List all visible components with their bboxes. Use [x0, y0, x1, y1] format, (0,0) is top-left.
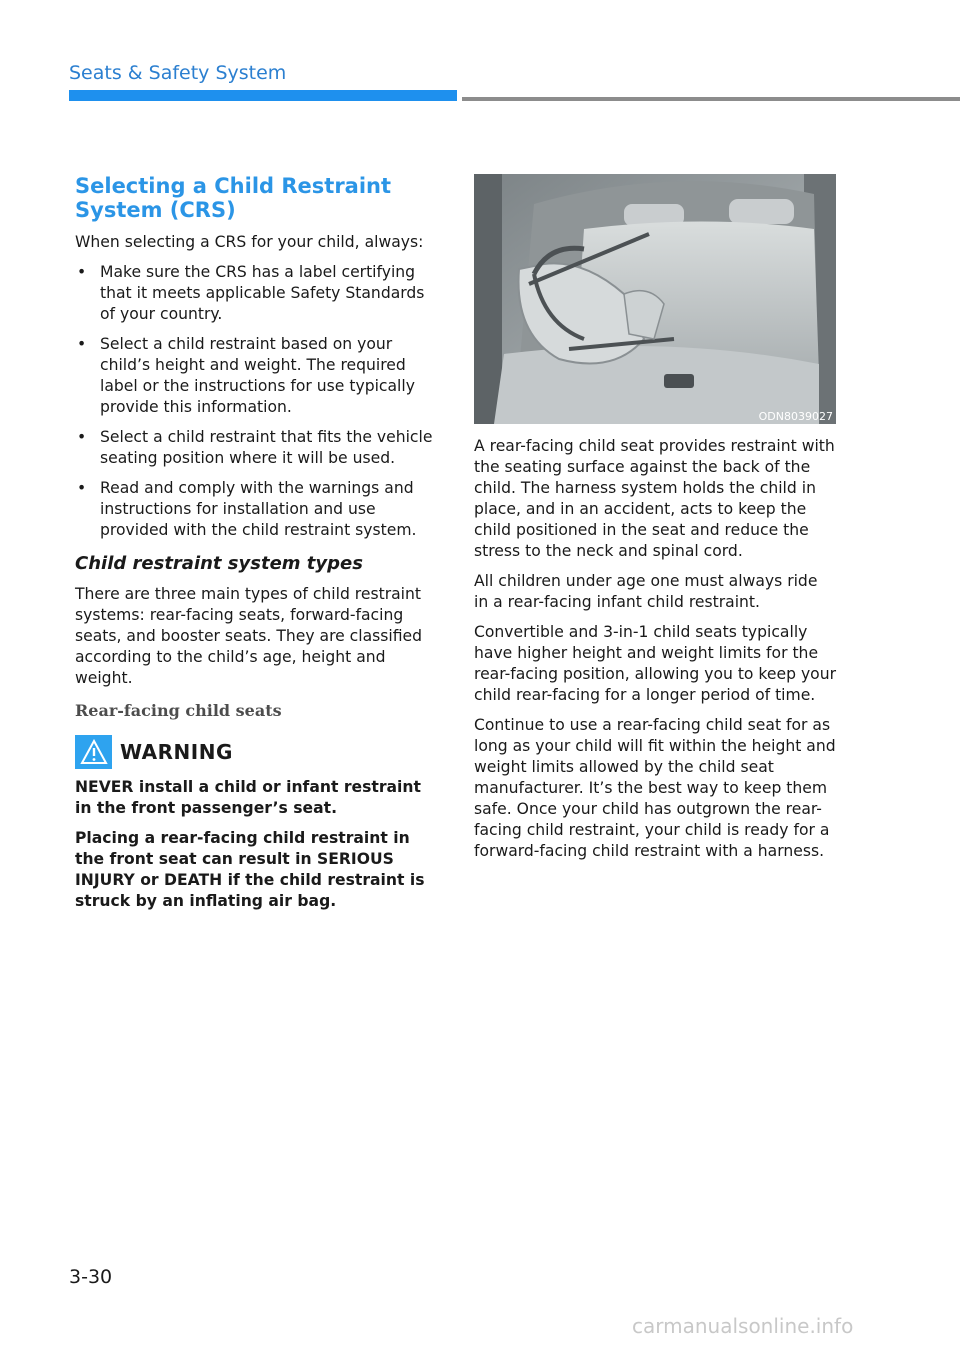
rear-facing-seat-illustration: [474, 174, 836, 424]
bullet-text: Read and comply with the warnings and instructions for installation and use provided with the child restraint system.: [100, 479, 417, 539]
page-number: 3-30: [69, 1266, 113, 1288]
bullet-text: Select a child restraint that fits the vehicle seating position where it will be used.: [100, 428, 433, 467]
figure-code: ODN8039027: [758, 410, 833, 423]
section-header: Seats & Safety System: [69, 62, 287, 84]
types-title: Child restraint system types: [75, 553, 363, 574]
left-column: [75, 174, 435, 921]
warning-text-2: Placing a rear-facing child restraint in the front seat can result in SERIOUS INJURY or DEATH if the child restraint is struck by an inflating air bag.: [75, 829, 425, 910]
header-rule-gray: [462, 97, 960, 101]
section-title-line-2: System (CRS): [75, 198, 236, 222]
list-item: [75, 334, 435, 418]
bullet-text: Select a child restraint based on your child’s height and weight. The required label or the instructions for use typically provide this information.: [100, 335, 415, 416]
warning-text-1: NEVER install a child or infant restraint in the front passenger’s seat.: [75, 778, 421, 817]
list-item: [75, 427, 435, 469]
rear-facing-title: Rear-facing child seats: [75, 701, 282, 720]
header-rule-blue: [69, 90, 457, 101]
list-item: [75, 478, 435, 541]
bullet-icon: •: [77, 428, 87, 446]
bullet-icon: •: [77, 479, 87, 497]
paragraph: All children under age one must always ride in a rear-facing infant child restraint.: [474, 572, 818, 611]
types-text: There are three main types of child restraint systems: rear-facing seats, forward-facing seats, and booster seats. They are classified according to the child’s age, height and weight.: [75, 585, 423, 687]
selection-bullet-list: [75, 262, 435, 541]
warning-icon: [75, 735, 112, 769]
paragraph: Convertible and 3-in-1 child seats typically have higher height and weight limits for the rear-facing position, allowing you to keep your child rear-facing for a longer period of time.: [474, 623, 837, 704]
right-column: [474, 174, 836, 871]
watermark: carmanualsonline.info: [632, 1314, 854, 1338]
warning-header: [75, 735, 435, 769]
car-seat-image: [474, 174, 836, 424]
bullet-icon: •: [77, 263, 87, 281]
intro-text: When selecting a CRS for your child, always:: [75, 233, 424, 251]
bullet-text: Make sure the CRS has a label certifying that it meets applicable Safety Standards of your country.: [100, 263, 425, 323]
list-item: [75, 262, 435, 325]
section-title: [75, 174, 435, 222]
bullet-icon: •: [77, 335, 87, 353]
paragraph: Continue to use a rear-facing child seat for as long as your child will fit within the height and weight limits allowed by the child seat manufacturer. It’s the best way to keep them safe. Once your child has outgrown the rear-facing child restraint, your child is ready for a forward-facing child restraint with a harness.: [474, 716, 836, 860]
paragraph: A rear-facing child seat provides restraint with the seating surface against the back of the child. The harness system holds the child in place, and in an accident, acts to keep the child positioned in the seat and reduce the stress to the neck and spinal cord.: [474, 437, 835, 560]
warning-label: WARNING: [120, 740, 233, 764]
section-title-line-1: Selecting a Child Restraint: [75, 174, 392, 198]
